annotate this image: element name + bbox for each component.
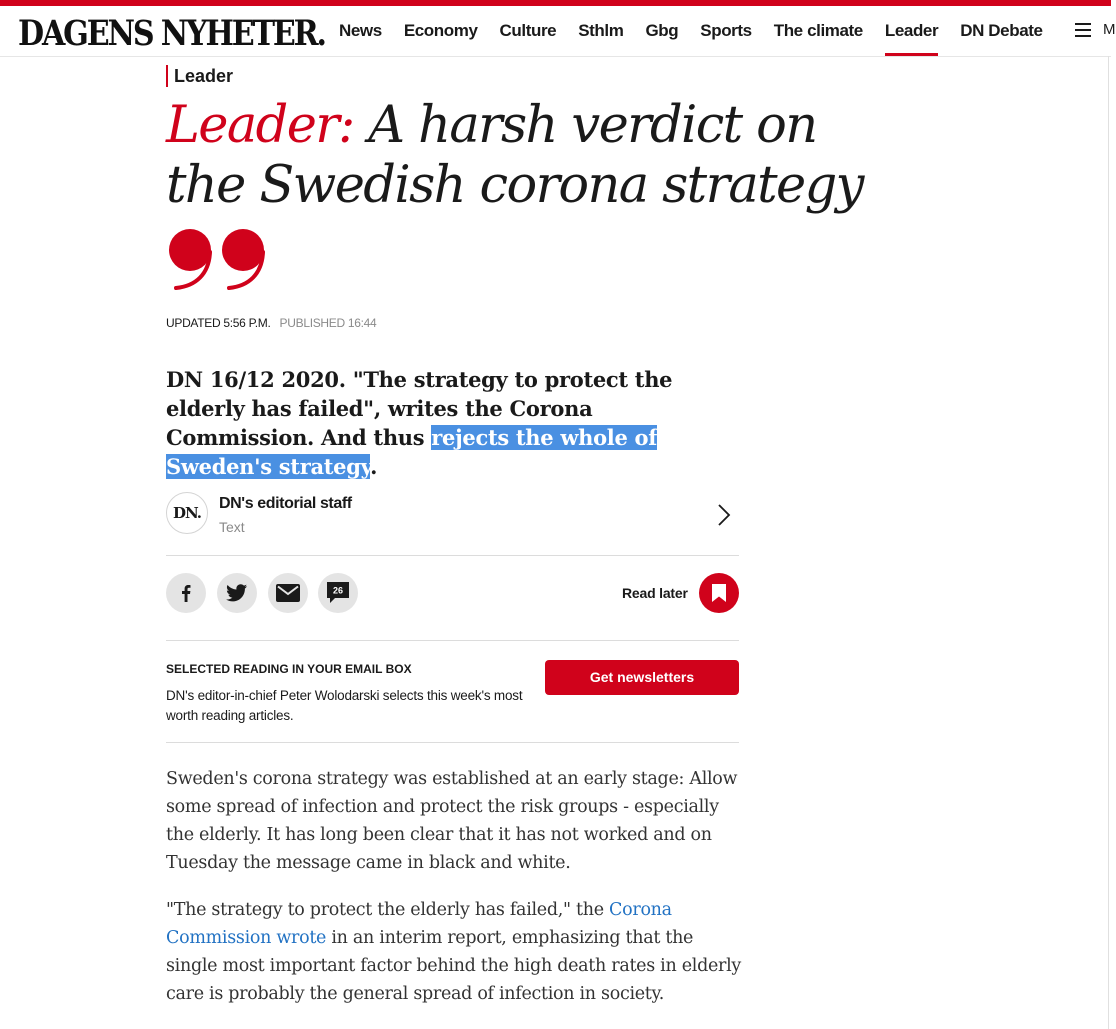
site-header	[0, 6, 1116, 57]
divider	[166, 742, 739, 743]
lead-text: DN 16/12 2020. "The strategy to protect the elderly has failed", writes the Corona Commission. And thus	[166, 367, 673, 450]
hamburger-menu-icon[interactable]	[1075, 23, 1091, 38]
nav-item-culture[interactable]: Culture	[499, 21, 557, 40]
nav-item-the-climate[interactable]: The climate	[773, 21, 863, 40]
nav-item-economy[interactable]: Economy	[403, 21, 478, 40]
body-paragraph-2	[166, 896, 746, 1008]
paragraph-text-end: in an interim report, emphasizing that the single most important factor behind the high death rates in elderly care is probably the general spread of infection in society.	[166, 928, 741, 1004]
page-edge-divider	[1108, 56, 1109, 1029]
twitter-icon	[226, 583, 248, 603]
facebook-share-button[interactable]	[166, 573, 206, 613]
divider	[166, 555, 739, 556]
article-timestamps	[166, 316, 376, 330]
envelope-icon	[276, 584, 300, 602]
article-headline	[166, 96, 866, 216]
nav-item-leader[interactable]: Leader	[885, 6, 938, 56]
published-time: PUBLISHED 16:44	[279, 316, 377, 330]
twitter-share-button[interactable]	[217, 573, 257, 613]
menu-label-partial[interactable]: M	[1103, 21, 1116, 38]
divider	[166, 640, 739, 641]
author-byline[interactable]	[166, 492, 739, 538]
facebook-icon	[176, 583, 196, 603]
lead-selected-text[interactable]: rejects the whole of Sweden's strategy	[166, 425, 657, 479]
read-later-label[interactable]: Read later	[622, 585, 688, 601]
read-later-button[interactable]	[699, 573, 739, 613]
lead-text-end: .	[370, 454, 378, 479]
author-role: Text	[219, 519, 245, 535]
comment-count: 26	[332, 585, 344, 596]
nav-item-sports[interactable]: Sports	[700, 21, 752, 40]
body-paragraph-1: Sweden's corona strategy was established at an early stage: Allow some spread of infection and protect the risk groups - especially the elderly. It has long been clear that it has not worked and on Tuesday the message came in black and white.	[166, 769, 738, 873]
nav-item-gbg[interactable]: Gbg	[645, 21, 679, 40]
nav-item-news[interactable]: News	[339, 21, 382, 40]
main-nav	[339, 6, 1065, 56]
bookmark-icon	[712, 584, 726, 602]
email-share-button[interactable]	[268, 573, 308, 613]
paragraph-text: "The strategy to protect the elderly has failed," the	[166, 900, 610, 920]
comments-button[interactable]	[318, 573, 358, 613]
author-name: DN's editorial staff	[219, 495, 352, 512]
newsletter-description: DN's editor-in-chief Peter Wolodarski selects this week's most worth reading articles.	[166, 688, 523, 723]
site-logo[interactable]: DAGENS NYHETER.	[18, 13, 325, 54]
headline-text: A harsh verdict on the Swedish corona strategy	[166, 96, 863, 215]
nav-item-sthlm[interactable]: Sthlm	[578, 21, 624, 40]
headline-kicker: Leader:	[166, 96, 354, 155]
quote-marks-icon	[166, 228, 272, 292]
newsletter-title: SELECTED READING IN YOUR EMAIL BOX	[166, 662, 412, 676]
chevron-right-icon[interactable]	[717, 503, 731, 527]
section-label[interactable]: Leader	[166, 65, 233, 87]
corona-commission-link[interactable]: Corona Commission wrote	[166, 900, 672, 948]
nav-item-dn-debate[interactable]: DN Debate	[960, 21, 1043, 40]
comment-bubble-icon	[325, 581, 351, 605]
article-lead	[166, 365, 746, 481]
author-avatar: DN.	[166, 492, 208, 534]
updated-time: UPDATED 5:56 P.M.	[166, 316, 271, 330]
get-newsletters-button[interactable]: Get newsletters	[545, 660, 739, 695]
